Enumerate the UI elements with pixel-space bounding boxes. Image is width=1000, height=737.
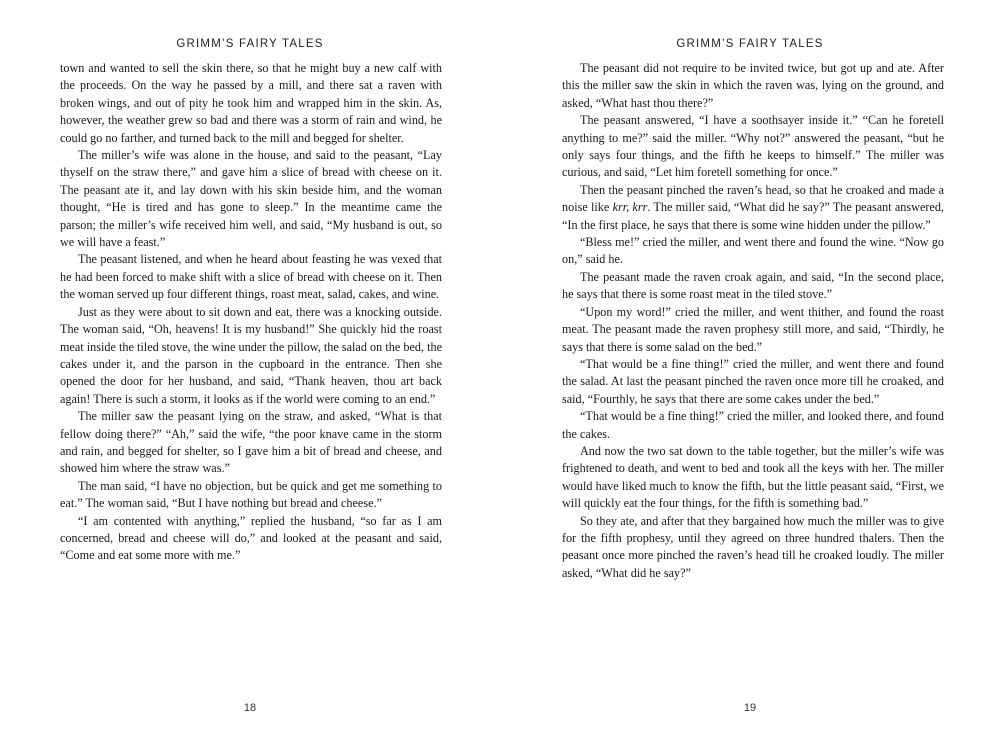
body-text: [60, 60, 442, 565]
paragraph: “Bless me!” cried the miller, and went there and found the wine. “Now go on,” said he.: [562, 235, 944, 267]
right-page: [500, 0, 1000, 737]
body-text: [562, 60, 944, 582]
paragraph: The peasant listened, and when he heard about feasting he was vexed that he had been forced to make shift with a slice of bread with cheese on it. Then the woman served up four different things, roast meat, salad, cakes, and wine.: [60, 252, 442, 302]
running-head: GRIMM’S FAIRY TALES: [176, 38, 324, 50]
running-head: GRIMM’S FAIRY TALES: [676, 38, 824, 50]
paragraph: “That would be a fine thing!” cried the miller, and looked there, and found the cakes.: [562, 409, 944, 441]
italic-emphasis: krr, krr: [612, 200, 648, 215]
paragraph: “Upon my word!” cried the miller, and went thither, and found the roast meat. The peasant made the raven prophesy still more, and said, “Thirdly, he says that there is some salad on the bed.”: [562, 304, 944, 354]
paragraph: The man said, “I have no objection, but be quick and get me something to eat.” The woman said, “But I have nothing but bread and cheese.”: [60, 478, 442, 511]
paragraph: And now the two sat down to the table together, but the miller’s wife was frightened to death, and went to bed and took all the keys with her. The miller would have liked much to know the fifth, but the little peasant said, “First, we will quickly eat the four things, for the fifth is something bad.”: [562, 443, 944, 511]
paragraph: So they ate, and after that they bargained how much the miller was to give for the fifth prophesy, until they agreed on three hundred thalers. Then the peasant once more pinched the raven’s head till he croaked loudly. The miller asked, “What did he say?”: [562, 513, 944, 580]
paragraph: The miller saw the peasant lying on the straw, and asked, “What is that fellow doing there?” “Ah,” said the wife, “the poor knave came in the storm and rain, and begged for shelter, so I gave him a bit of bread and cheese, and showed him where the straw was.”: [60, 409, 442, 476]
paragraph: town and wanted to sell the skin there, so that he might buy a new calf with the proceeds. On the way he passed by a mill, and there sat a raven with broken wings, and out of pity he took him and wrapped him in the skin. As, however, the weather grew so bad and there was a storm of rain and wind, he could go no farther, and turned back to the mill and begged for shelter.: [60, 61, 442, 145]
paragraph: “I am contented with anything,” replied the husband, “so far as I am concerned, bread and cheese will do,” and looked at the peasant and said, “Come and eat some more with me.”: [60, 513, 442, 563]
paragraph: The miller’s wife was alone in the house, and said to the peasant, “Lay thyself on the straw there,” and gave him a slice of bread with cheese on it. The peasant ate it, and lay down with his skin beside him, and the woman thought, “He is tired and has gone to sleep.” In the meantime came the parson; the miller’s wife received him well, and said, “My husband is out, so we will have a feast.”: [60, 148, 442, 250]
page-number: 18: [243, 702, 257, 714]
paragraph: “That would be a fine thing!” cried the miller, and went there and found the salad. At last the peasant pinched the raven once more till he croaked, and said, “Fourthly, he says that there are some cakes under the bed.”: [562, 356, 944, 406]
page-number: 19: [743, 702, 757, 714]
paragraph: Just as they were about to sit down and eat, there was a knocking outside. The woman said, “Oh, heavens! It is my husband!” She quickly hid the roast meat inside the tiled stove, the wine under the pillow, the salad on the bed, the cakes under it, and the parson in the cupboard in the entrance. Then she opened the door for her husband, and said, “Thank heaven, thou art back again! There is such a storm, it looks as if the world were coming to an end.”: [60, 304, 442, 406]
paragraph: The peasant answered, “I have a soothsayer inside it.” “Can he foretell anything to me?” said the miller. “Why not?” answered the peasant, “but he only says four things, and the fifth he keeps to himself.” The miller was curious, and said, “Let him foretell something for once.”: [562, 113, 944, 180]
paragraph: The peasant did not require to be invited twice, but got up and ate. After this the miller saw the skin in which the raven was, lying on the ground, and asked, “What hast thou there?”: [562, 61, 944, 110]
paragraph: The peasant made the raven croak again, and said, “In the second place, he says that there is some roast meat in the tiled stove.”: [562, 269, 944, 302]
paragraph: Then the peasant pinched the raven’s head, so that he croaked and made a noise like krr, krr. The miller said, “What did he say?” The peasant answered, “In the first place, he says that there is some wine hidden under the pillow.”: [562, 182, 944, 232]
